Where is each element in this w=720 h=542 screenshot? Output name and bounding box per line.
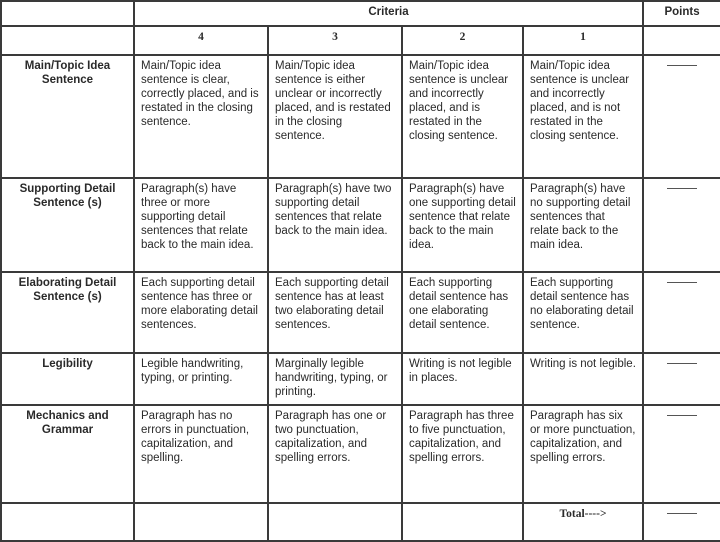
descriptor-cell: Main/Topic idea sentence is unclear and incorrectly placed, and is not restated in the closing sentence.	[523, 55, 643, 178]
criteria-header: Criteria	[134, 1, 643, 26]
descriptor-cell: Writing is not legible.	[523, 353, 643, 405]
row-label-main-topic: Main/Topic Idea Sentence	[1, 55, 134, 178]
total-points-field[interactable]	[643, 503, 720, 541]
descriptor-cell: Each supporting detail sentence has one elaborating detail sentence.	[402, 272, 523, 353]
descriptor-cell: Main/Topic idea sentence is unclear and incorrectly placed, and is restated in the closing sentence.	[402, 55, 523, 178]
blank-line	[667, 415, 697, 416]
points-header-blank	[643, 26, 720, 55]
points-field[interactable]	[643, 405, 720, 503]
rubric-row-legibility	[1, 353, 720, 405]
blank-line	[667, 188, 697, 189]
descriptor-cell: Each supporting detail sentence has three or more elaborating detail sentences.	[134, 272, 268, 353]
score-header-2: 2	[402, 26, 523, 55]
rubric-row-mechanics	[1, 405, 720, 503]
points-field[interactable]	[643, 353, 720, 405]
empty-cell	[134, 503, 268, 541]
descriptor-cell: Paragraph has no errors in punctuation, capitalization, and spelling.	[134, 405, 268, 503]
rubric-row-supporting	[1, 178, 720, 272]
row-label-mechanics: Mechanics and Grammar	[1, 405, 134, 503]
score-header-1: 1	[523, 26, 643, 55]
score-header-3: 3	[268, 26, 402, 55]
corner-cell	[1, 1, 134, 26]
descriptor-cell: Paragraph has six or more punctuation, capitalization, and spelling errors.	[523, 405, 643, 503]
row-label-legibility: Legibility	[1, 353, 134, 405]
empty-cell	[402, 503, 523, 541]
descriptor-cell: Paragraph(s) have no supporting detail sentences that relate back to the main idea.	[523, 178, 643, 272]
score-header-4: 4	[134, 26, 268, 55]
descriptor-cell: Main/Topic idea sentence is either unclear or incorrectly placed, and is restated in the closing sentence.	[268, 55, 402, 178]
rubric-row-main-topic	[1, 55, 720, 178]
points-field[interactable]	[643, 178, 720, 272]
descriptor-cell: Marginally legible handwriting, typing, or printing.	[268, 353, 402, 405]
descriptor-cell: Each supporting detail sentence has no elaborating detail sentence.	[523, 272, 643, 353]
descriptor-cell: Paragraph(s) have three or more supporting detail sentences that relate back to the main idea.	[134, 178, 268, 272]
blank-line	[667, 282, 697, 283]
points-field[interactable]	[643, 55, 720, 178]
descriptor-cell: Legible handwriting, typing, or printing.	[134, 353, 268, 405]
descriptor-cell: Main/Topic idea sentence is clear, correctly placed, and is restated in the closing sentence.	[134, 55, 268, 178]
descriptor-cell: Each supporting detail sentence has at least two elaborating detail sentences.	[268, 272, 402, 353]
descriptor-cell: Writing is not legible in places.	[402, 353, 523, 405]
score-header-row	[1, 26, 720, 55]
rubric-row-elaborating	[1, 272, 720, 353]
descriptor-cell: Paragraph(s) have one supporting detail sentence that relate back to the main idea.	[402, 178, 523, 272]
empty-cell	[268, 503, 402, 541]
blank-line	[667, 363, 697, 364]
descriptor-cell: Paragraph has one or two punctuation, capitalization, and spelling errors.	[268, 405, 402, 503]
total-label: Total---->	[523, 503, 643, 541]
blank-line	[667, 513, 697, 514]
total-row	[1, 503, 720, 541]
points-field[interactable]	[643, 272, 720, 353]
points-header: Points	[643, 1, 720, 26]
row-label-elaborating: Elaborating Detail Sentence (s)	[1, 272, 134, 353]
blank-line	[667, 65, 697, 66]
empty-cell	[1, 503, 134, 541]
title-row	[1, 1, 720, 26]
descriptor-cell: Paragraph has three to five punctuation, capitalization, and spelling errors.	[402, 405, 523, 503]
row-label-supporting: Supporting Detail Sentence (s)	[1, 178, 134, 272]
score-header-corner	[1, 26, 134, 55]
descriptor-cell: Paragraph(s) have two supporting detail sentences that relate back to the main idea.	[268, 178, 402, 272]
